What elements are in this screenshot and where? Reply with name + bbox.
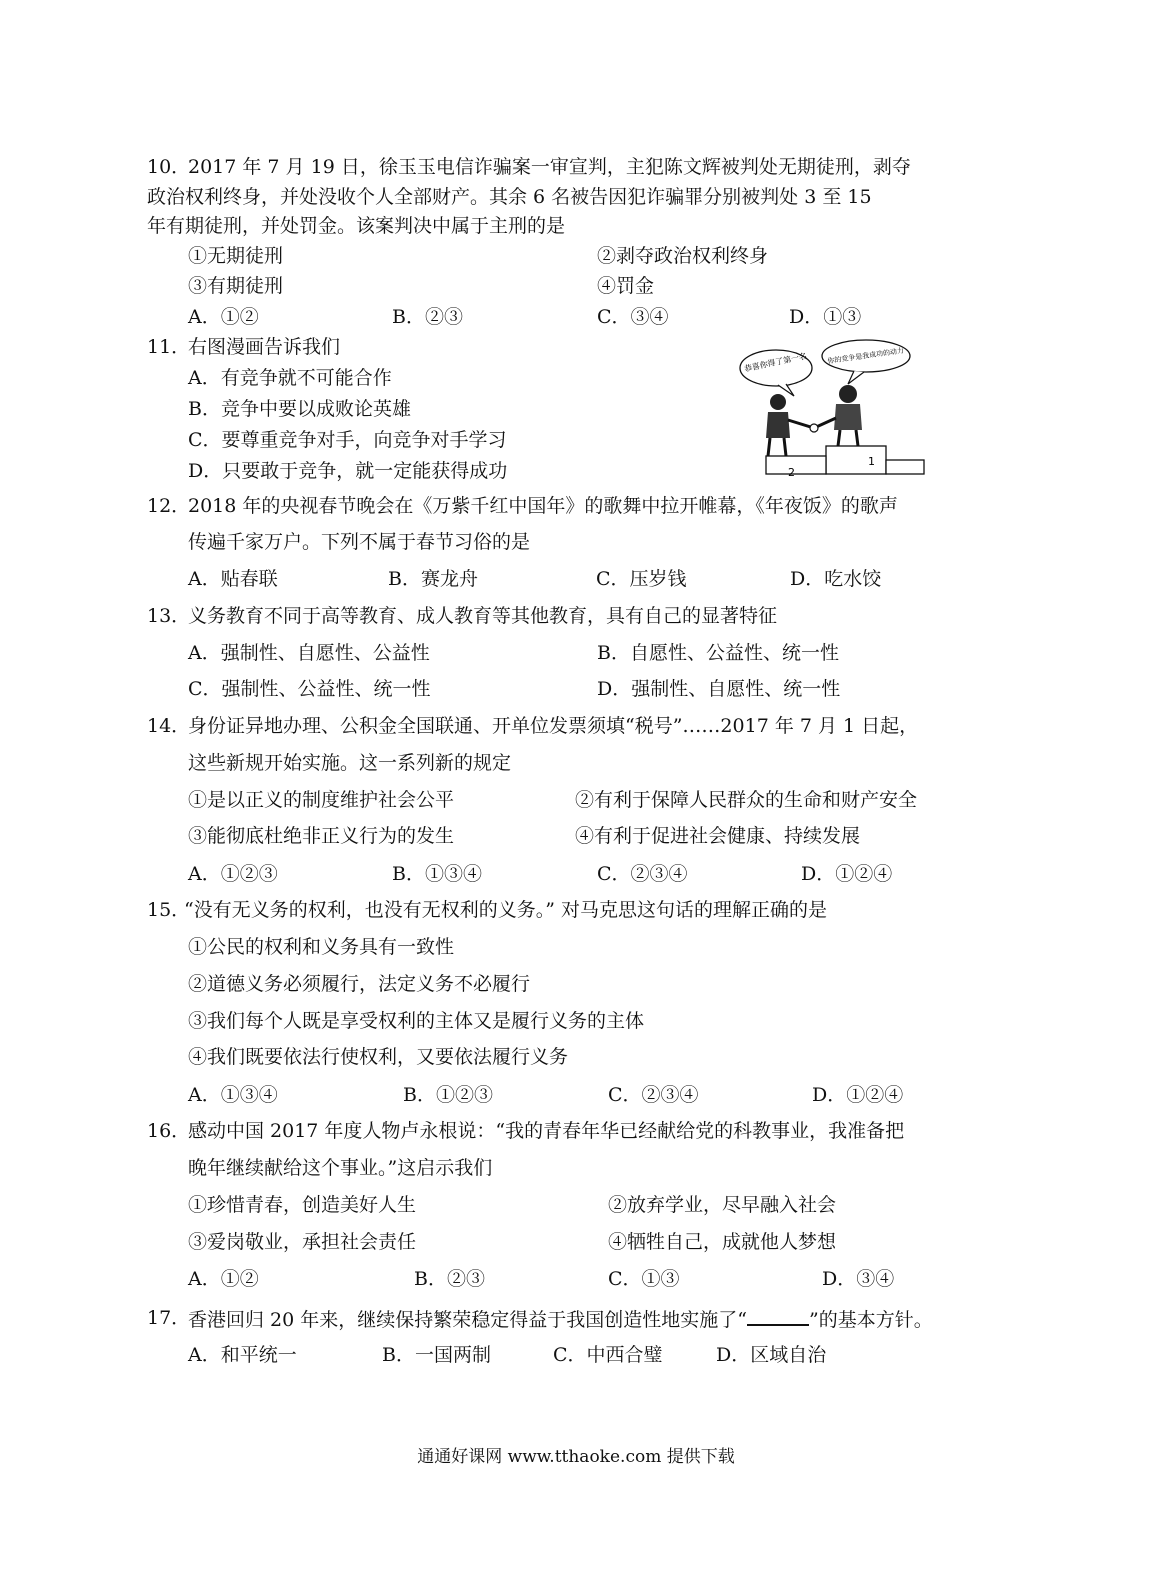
q10-item-1: ①无期徒刑 [188,245,284,267]
q14-option-d: D．①②④ [801,863,893,885]
q16-option-a: A．①② [188,1268,259,1290]
cartoon-podium-2: 2 [788,466,795,478]
footer-source: 通通好课网 www.tthaoke.com 提供下载 [417,1447,735,1467]
q11-option-b: B．竞争中要以成败论英雄 [188,398,411,420]
q16-item-2: ②放弃学业，尽早融入社会 [608,1194,837,1216]
q15-number: 15． [147,899,191,921]
q17-stem-before: 香港回归 20 年来，继续保持繁荣稳定得益于我国创造性地实施了“ [188,1309,747,1331]
cartoon-bubble-right: 你的竞争是我成功的动力 [827,346,905,366]
q10-item-2: ②剥夺政治权利终身 [597,245,769,267]
q16-option-b: B．②③ [414,1268,485,1290]
q12-option-c: C．压岁钱 [596,568,687,590]
q17-option-b: B．一国两制 [382,1344,491,1366]
q14-stem-line2: 这些新规开始实施。这一系列新的规定 [188,752,512,774]
q11-option-c: C．要尊重竞争对手，向竞争对手学习 [188,429,507,451]
q16-stem-line2: 晚年继续献给这个事业。”这启示我们 [188,1157,493,1179]
q16-item-1: ①珍惜青春，创造美好人生 [188,1194,417,1216]
q16-item-4: ④牺牲自己，成就他人梦想 [608,1231,837,1253]
cartoon-bubble-left: 恭喜你得了第一名 [743,351,808,374]
q14-item-2: ②有利于保障人民群众的生命和财产安全 [575,789,918,811]
q11-stem: 右图漫画告诉我们 [188,336,341,358]
q13-option-b: B．自愿性、公益性、统一性 [597,642,839,664]
q16-stem-line1: 感动中国 2017 年度人物卢永根说：“我的青春年华已经献给党的科教事业，我准备把 [188,1120,905,1142]
q12-number: 12． [147,495,191,517]
q15-item-4: ④我们既要依法行使权利，又要依法履行义务 [188,1046,569,1068]
q10-number: 10． [147,156,191,178]
q14-item-3: ③能彻底杜绝非正义行为的发生 [188,825,455,847]
cartoon-podium-1: 1 [868,455,875,468]
q17-number: 17． [147,1307,191,1329]
q12-option-a: A．贴春联 [188,568,278,590]
q17-stem-after: ”的基本方针。 [808,1309,933,1331]
q16-number: 16． [147,1120,191,1142]
cartoon-drawing [736,338,936,478]
competition-cartoon [736,338,936,478]
q17-option-c: C．中西合璧 [553,1344,663,1366]
q10-stem-line3: 年有期徒刑，并处罚金。该案判决中属于主刑的是 [147,215,566,237]
q10-stem-line2: 政治权利终身，并处没收个人全部财产。其余 6 名被告因犯诈骗罪分别被判处 3 至 15 [147,186,872,208]
q17-option-d: D．区域自治 [716,1344,827,1366]
q13-number: 13． [147,605,191,627]
q13-option-c: C．强制性、公益性、统一性 [188,678,431,700]
q12-stem-line1: 2018 年的央视春节晚会在《万紫千红中国年》的歌舞中拉开帷幕，《年夜饭》的歌声 [188,495,898,517]
q13-option-a: A．强制性、自愿性、公益性 [188,642,430,664]
q10-item-3: ③有期徒刑 [188,275,284,297]
q15-item-1: ①公民的权利和义务具有一致性 [188,936,455,958]
q15-option-a: A．①③④ [188,1084,278,1106]
q14-item-4: ④有利于促进社会健康、持续发展 [575,825,861,847]
q10-option-b: B．②③ [392,306,463,328]
q10-option-c: C．③④ [597,306,669,328]
q16-option-d: D．③④ [822,1268,895,1290]
q12-stem-line2: 传遍千家万户。下列不属于春节习俗的是 [188,531,531,553]
q10-item-4: ④罚金 [597,275,655,297]
q12-option-b: B．赛龙舟 [388,568,478,590]
q17-option-a: A．和平统一 [188,1344,297,1366]
q14-stem-line1: 身份证异地办理、公积金全国联通、开单位发票须填“税号”……2017 年 7 月 1 日起， [188,715,919,737]
q14-option-a: A．①②③ [188,863,278,885]
q16-item-3: ③爱岗敬业，承担社会责任 [188,1231,417,1253]
q13-stem: 义务教育不同于高等教育、成人教育等其他教育，具有自己的显著特征 [188,605,778,627]
q16-option-c: C．①③ [608,1268,680,1290]
q13-option-d: D．强制性、自愿性、统一性 [597,678,841,700]
q14-number: 14． [147,715,191,737]
q15-option-b: B．①②③ [403,1084,493,1106]
q17-answer-blank [747,1306,809,1326]
q14-option-b: B．①③④ [392,863,482,885]
q14-option-c: C．②③④ [597,863,688,885]
q11-option-a: A．有竞争就不可能合作 [188,367,392,389]
q10-stem-line1: 2017 年 7 月 19 日，徐玉玉电信诈骗案一审宣判，主犯陈文辉被判处无期徒刑，剥夺 [188,156,911,178]
q15-item-2: ②道德义务必须履行，法定义务不必履行 [188,973,531,995]
q11-number: 11． [147,336,191,358]
q15-option-c: C．②③④ [608,1084,699,1106]
q15-item-3: ③我们每个人既是享受权利的主体又是履行义务的主体 [188,1010,645,1032]
q15-option-d: D．①②④ [812,1084,904,1106]
q17-stem [188,1306,933,1332]
q12-option-d: D．吃水饺 [790,568,882,590]
q10-option-d: D．①③ [789,306,862,328]
q14-item-1: ①是以正义的制度维护社会公平 [188,789,455,811]
q15-stem: “没有无义务的权利，也没有无权利的义务。” 对马克思这句话的理解正确的是 [184,899,827,921]
q11-option-d: D．只要敢于竞争，就一定能获得成功 [188,460,508,482]
q10-option-a: A．①② [188,306,259,328]
